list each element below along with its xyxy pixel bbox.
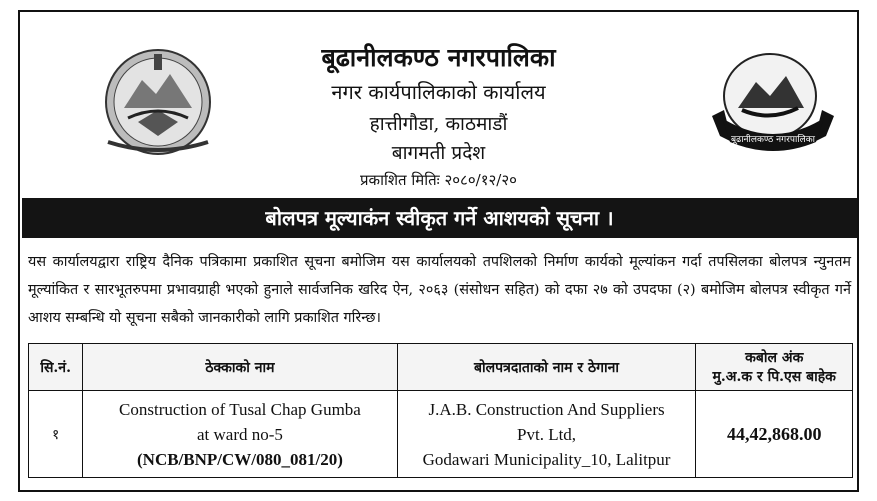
org-name: बूढानीलकण्ठ नगरपालिका [321,43,556,72]
header-bid-amount [696,344,853,391]
notice-frame [18,10,859,492]
bidder-line3: Godawari Municipality_10, Lalitpur [422,449,671,469]
notice-body: यस कार्यालयद्वारा राष्ट्रिय दैनिक पत्रिकामा प्रकाशित सूचना बमोजिम यस कार्यालयको तपशिलको निर्माण कार्यको मूल्यांकन गर्दा तपसिलका बोलपत्र न्युनतम मूल्यांकित र सारभूतरुपमा प्रभावग्राही भएको हुनाले सार्वजनिक खरिद ऐन, २०६३ (संसोधन सहित) को दफा २७ को उपदफा (२) बमोजिम बोलपत्र स्वीकृत गर्ने आशय सम्बन्धि यो सूचना सबैको जानकारीको लागि प्रकाशित गरिन्छ। [28,254,851,326]
header-bid-amount-line2: मु.अ.क र पि.एस बाहेक [712,369,836,385]
office-name: नगर कार्यपालिकाको कार्यालय [331,80,546,104]
contract-line1: Construction of Tusal Chap Gumba [119,399,361,419]
bidder-line1: J.A.B. Construction And Suppliers [428,399,665,419]
header-contract-name: ठेक्काको नाम [83,344,397,391]
cell-contract-name [83,391,397,478]
bidder-line2: Pvt. Ltd, [517,424,577,444]
province-name: बागमती प्रदेश [391,142,486,164]
notice-title: बोलपत्र मूल्याकंन स्वीकृत गर्ने आशयको सूचना । [22,198,857,238]
header-bidder: बोलपत्रदाताको नाम र ठेगाना [397,344,696,391]
cell-bidder [397,391,696,478]
bid-table [28,343,853,478]
municipality-logo-caption: बूढानीलकण्ठ नगरपालिका [730,135,816,145]
contract-code: (NCB/BNP/CW/080_081/20) [137,449,343,469]
published-date: प्रकाशित मितिः २०८०/१२/२० [360,171,517,189]
table-row [29,391,853,478]
table-header-row [29,344,853,391]
header-bid-amount-line1: कबोल अंक [745,350,804,366]
notice-header [20,12,857,192]
contract-line2: at ward no-5 [196,424,283,444]
office-address: हात्तीगौडा, काठमाडौं [369,113,508,135]
cell-bid-amount: 44,42,868.00 [696,391,853,478]
header-sn: सि.नं. [29,344,83,391]
cell-sn: १ [29,391,83,478]
